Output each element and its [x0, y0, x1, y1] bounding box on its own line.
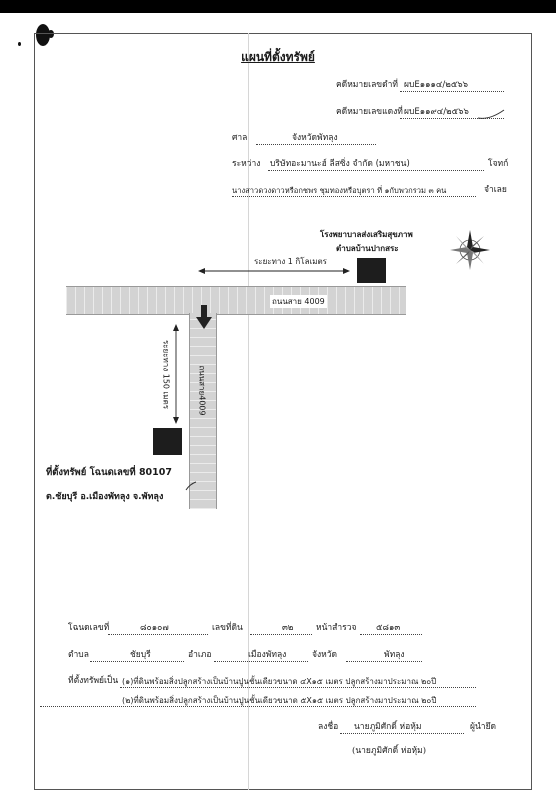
compass-rose-icon [448, 228, 492, 272]
property-location: ต.ชัยบุรี อ.เมืองพัทลุง จ.พัทลุง [46, 492, 164, 502]
handwritten-stroke [476, 108, 506, 122]
defendant-value: นางสาวดวงดาวหรือกชพร ชุมทองหรือบุตรา ที่ ๑กับพวกรวม ๓ คน [232, 186, 447, 195]
plaintiff-line [268, 170, 484, 171]
land-line [250, 634, 312, 635]
road-vertical-label: ถนนสาย4009 [197, 365, 207, 416]
defendant-line [232, 196, 476, 197]
land-label: เลขที่ดิน [212, 623, 243, 633]
handwritten-mark [184, 480, 198, 492]
deed-no: ๘๐๑๐๗ [140, 623, 169, 633]
land-no: ๓๒ [282, 623, 294, 633]
court-value: จังหวัดพัทลุง [292, 133, 338, 143]
plaintiff-value: บริษัทอะมานะฮ์ ลีสซิ่ง จำกัด (มหาชน) [270, 159, 410, 169]
subdistrict-label: ตำบล [68, 650, 89, 660]
scan-top-border [0, 0, 556, 13]
signature-line [340, 733, 464, 734]
distance-horizontal-label: ระยะทาง 1 กิโลเมตร [254, 257, 327, 266]
province-line [346, 661, 422, 662]
property-label: ที่ตั้งทรัพย์ โฉนดเลขที่ 80107 [46, 467, 172, 478]
signature-label: ลงชื่อ [318, 722, 339, 732]
distance-arrow-vertical [171, 324, 181, 424]
ink-blot-dot [18, 42, 21, 46]
property-line-1-rule [120, 687, 476, 688]
road-horizontal [66, 286, 406, 315]
case-black-label: คดีหมายเลขดำที่ [336, 80, 398, 90]
property-line-2: (๒)ที่ดินพร้อมสิ่งปลูกสร้างเป็นบ้านปูนชั้นเดียวขนาด ๕X๑๕ เมตร ปลูกสร้างมาประมาณ ๒๐ปี [122, 696, 437, 705]
district-label: อำเภอ [188, 650, 212, 660]
plaintiff-label: ระหว่าง [232, 159, 261, 169]
case-black-line [400, 91, 504, 92]
distance-vertical-label: ระยะทาง 150 เมตร [161, 339, 171, 410]
plaintiff-role: โจทก์ [488, 159, 509, 169]
survey-label: หน้าสำรวจ [316, 623, 357, 633]
property-line-1: (๑)ที่ดินพร้อมสิ่งปลูกสร้างเป็นบ้านปูนชั้นเดียวขนาด ๔X๑๕ เมตร ปลูกสร้างมาประมาณ ๒๐ปี [122, 677, 437, 686]
page-title: แผนที่ตั้งทรัพย์ [241, 50, 315, 64]
property-building [153, 428, 182, 455]
case-red-label: คดีหมายเลขแดงที่ [336, 107, 403, 117]
distance-arrow-horizontal [198, 266, 350, 276]
signature-role: ผู้นำยึด [470, 722, 497, 732]
subdistrict: ชัยบุรี [130, 650, 151, 660]
defendant-role: จำเลย [484, 185, 507, 195]
province-label: จังหวัด [312, 650, 338, 660]
property-line-2-rule [40, 706, 476, 707]
deed-label: โฉนดเลขที่ [68, 623, 110, 633]
hospital-name: โรงพยาบาลส่งเสริมสุขภาพ [320, 230, 413, 239]
province: พัทลุง [384, 650, 405, 660]
court-label: ศาล [232, 133, 248, 143]
hospital-sub: ตำบลบ้านปากสระ [336, 244, 399, 253]
hospital-building [357, 258, 386, 283]
district-line [214, 661, 308, 662]
case-black-value: ผบE๑๑๑๔/๒๕๖๖ [404, 80, 469, 90]
case-red-value: ผบE๑๑๙๔/๒๕๖๖ [404, 107, 469, 117]
deed-line [108, 634, 208, 635]
court-line [256, 144, 376, 145]
subdistrict-line [90, 661, 184, 662]
road-horizontal-label: ถนนสาย 4009 [272, 297, 325, 306]
district: เมืองพัทลุง [248, 650, 287, 660]
printed-name: (นายภูมิศักดิ์ ห่อหุ้ม) [352, 746, 427, 756]
property-desc-label: ที่ตั้งทรัพย์เป็น [68, 676, 119, 686]
direction-down-arrow-icon [196, 305, 212, 329]
survey-line [360, 634, 422, 635]
survey-no: ๕๘๑๓ [376, 623, 401, 633]
signature-name: นายภูมิศักดิ์ ห่อหุ้ม [354, 722, 422, 732]
